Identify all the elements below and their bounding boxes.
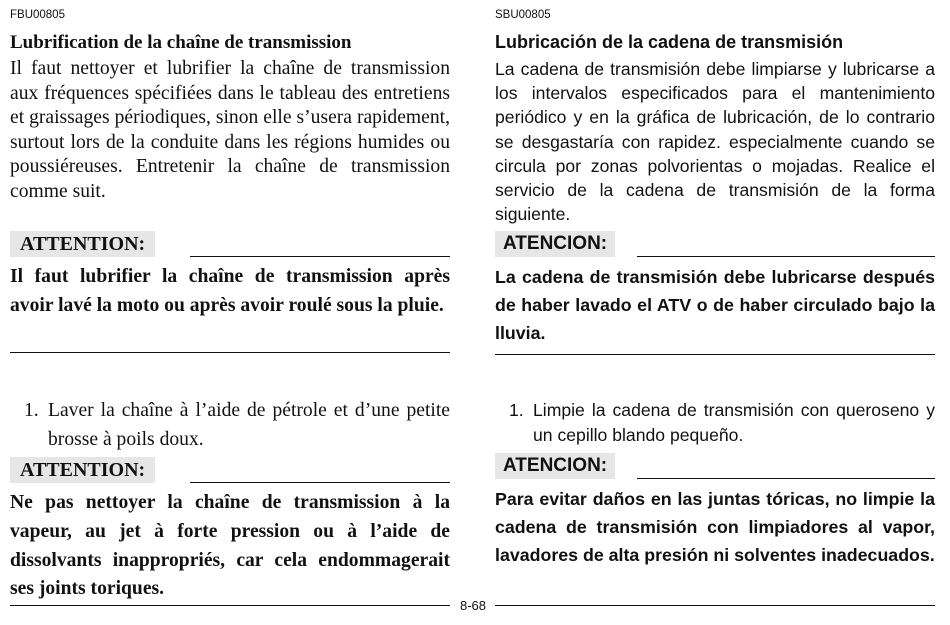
step-text: Laver la chaîne à l’aide de pétrole et d’une petite brosse à poils doux. <box>48 400 450 450</box>
step-number: 1. <box>24 400 39 421</box>
section-code: SBU00805 <box>495 9 551 21</box>
attention-banner-2 <box>495 453 935 481</box>
attention-banner-2 <box>10 457 450 485</box>
warning-text-2: Para evitar daños en las juntas tóricas, no limpie la cadena de transmisión con limpiadores al vapor, lavadores de alta presión ni solventes inadecuados. <box>495 489 935 565</box>
attention-rule <box>190 482 450 483</box>
attention-label: ATTENTION: <box>10 231 155 257</box>
attention-label: ATENCION: <box>495 453 615 479</box>
warning-text-1: La cadena de transmisión debe lubricarse después de haber lavado el ATV o de haber circulado bajo la lluvia. <box>495 267 935 343</box>
section-code: FBU00805 <box>10 9 65 21</box>
attention-label: ATTENTION: <box>10 457 155 483</box>
attention-banner-1 <box>495 231 935 259</box>
section-title: Lubrification de la chaîne de transmission <box>10 32 352 53</box>
warning-end-rule <box>495 354 935 355</box>
step-text: Limpie la cadena de transmisión con queroseno y un cepillo blando pequeño. <box>533 400 935 445</box>
section-title: Lubricación de la cadena de transmisión <box>495 32 844 52</box>
attention-rule <box>637 478 935 479</box>
page-number: 8-68 <box>459 598 487 613</box>
warning-text-2: Ne pas nettoyer la chaîne de transmission à la vapeur, au jet à forte pression ou à l’aide de dissolvants inappropriés, car cela endommagerait ses joints toriques. <box>10 492 450 600</box>
attention-rule <box>637 256 935 257</box>
attention-label: ATENCION: <box>495 231 615 257</box>
body-paragraph: Il faut nettoyer et lubrifier la chaîne de transmission aux fréquences spécifiées dans le tableau des entretiens et graissages périodiques, sinon elle s’usera rapidement, surtout lors de la conduite dans les régions humides ou poussiéreuses. Entretenir la chaîne de transmission comme suit. <box>10 58 450 202</box>
warning-end-rule <box>10 352 450 353</box>
step-number: 1. <box>509 400 524 420</box>
body-paragraph: La cadena de transmisión debe limpiarse y lubricarse a los intervalos especificados para el mantenimiento periódico y en la gráfica de lubricación, de lo contrario se desgastaría con rapidez. especialmente cuando se circula por zonas polvorientas o mojadas. Realice el servicio de la cadena de transmisión de la forma siguiente. <box>495 59 935 225</box>
warning-text-1: Il faut lubrifier la chaîne de transmission après avoir lavé la moto ou après avoir roulé sous la pluie. <box>10 266 450 316</box>
footer-rule-right <box>495 605 935 606</box>
footer-rule-left <box>10 605 450 606</box>
attention-rule <box>190 256 450 257</box>
attention-banner-1 <box>10 231 450 259</box>
